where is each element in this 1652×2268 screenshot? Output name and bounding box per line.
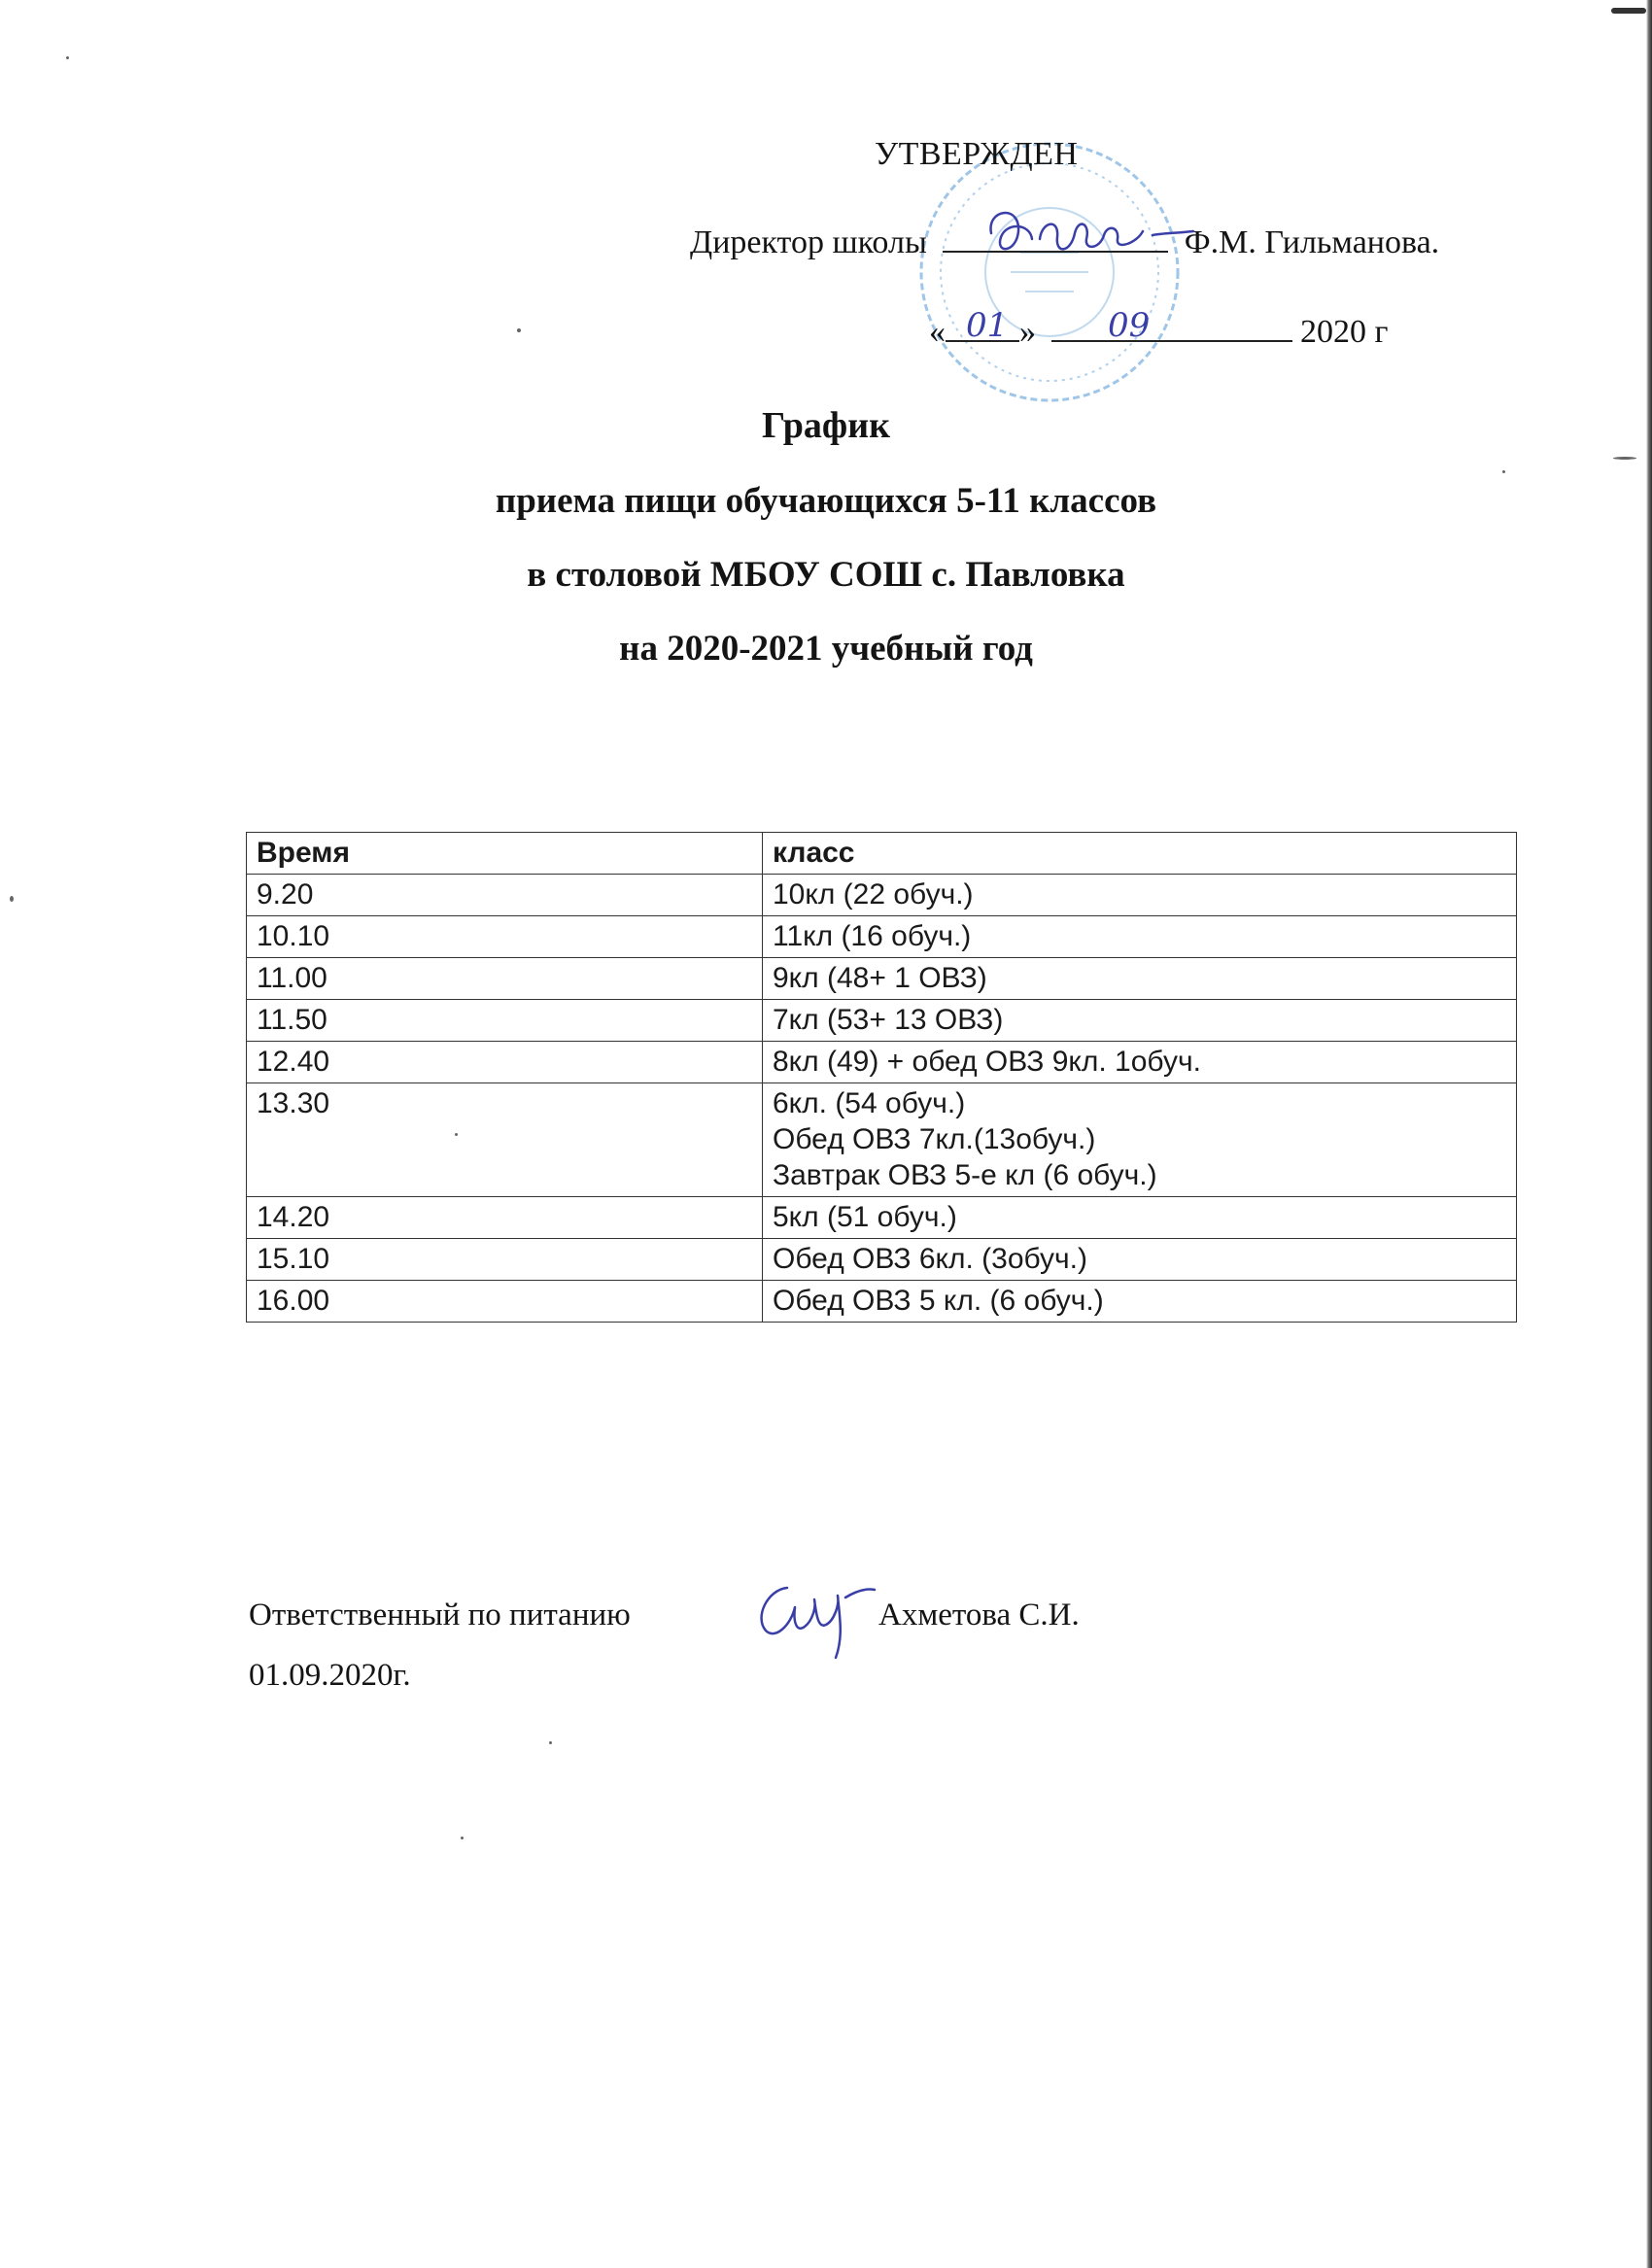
date-open-quote: «	[929, 314, 946, 350]
row-time: 12.40	[247, 1042, 763, 1083]
row-class-line: Обед ОВЗ 6кл. (3обуч.)	[773, 1243, 1088, 1275]
document-title: График	[762, 405, 890, 446]
row-class-line: 11кл (16 обуч.)	[773, 920, 972, 952]
handwritten-day	[962, 303, 1026, 348]
table-header-row	[247, 833, 1517, 875]
approved-title: УТВЕРЖДЕН	[875, 136, 1079, 172]
row-time: 14.20	[247, 1197, 763, 1239]
meal-schedule-table	[246, 832, 1517, 1323]
responsible-name: Ахметова С.И.	[878, 1598, 1080, 1632]
handwritten-month-text: 09	[1108, 306, 1151, 345]
row-class	[763, 916, 1517, 958]
row-class-line: 5кл (51 обуч.)	[773, 1201, 957, 1233]
row-class-line: 10кл (22 обуч.)	[773, 878, 974, 911]
director-name: Ф.М. Гильманова.	[1184, 224, 1440, 260]
table-row	[247, 958, 1517, 1000]
header-time: Время	[247, 833, 763, 875]
row-time: 13.30	[247, 1083, 763, 1197]
date-year: 2020 г	[1300, 314, 1389, 350]
row-class-line: 9кл (48+ 1 ОВЗ)	[773, 962, 987, 994]
row-time: 16.00	[247, 1281, 763, 1323]
row-class	[763, 875, 1517, 916]
table-row	[247, 1239, 1517, 1281]
row-class-line: Завтрак ОВЗ 5-е кл (6 обуч.)	[773, 1159, 1157, 1191]
row-time: 10.10	[247, 916, 763, 958]
row-time: 9.20	[247, 875, 763, 916]
table-row	[247, 1083, 1517, 1197]
row-class-line: 6кл. (54 обуч.)	[773, 1087, 966, 1119]
scan-speck	[1613, 457, 1636, 460]
row-class	[763, 1042, 1517, 1083]
table-row	[247, 875, 1517, 916]
responsible-signature	[748, 1568, 884, 1666]
row-class-line: 7кл (53+ 13 ОВЗ)	[773, 1004, 1004, 1036]
row-class	[763, 1197, 1517, 1239]
approval-block	[0, 0, 1652, 369]
document-subtitle-line-2: в столовой МБОУ СОШ с. Павловка	[527, 555, 1125, 595]
row-class-line: 8кл (49) + обед ОВЗ 9кл. 1обуч.	[773, 1046, 1201, 1078]
handwritten-day-text: 01	[966, 306, 1009, 345]
director-label: Директор школы	[690, 224, 927, 260]
responsible-label: Ответственный по питанию	[249, 1598, 631, 1632]
row-time: 11.50	[247, 1000, 763, 1042]
handwritten-month	[1098, 303, 1191, 348]
footer-date: 01.09.2020г.	[249, 1658, 411, 1693]
table-row	[247, 1000, 1517, 1042]
row-class	[763, 1281, 1517, 1323]
scan-speck	[10, 896, 14, 902]
header-class: класс	[763, 833, 1517, 875]
scan-speck	[549, 1741, 552, 1744]
row-class	[763, 958, 1517, 1000]
scan-speck	[461, 1837, 464, 1839]
row-class	[763, 1239, 1517, 1281]
director-signature	[981, 194, 1205, 272]
date-close-quote: »	[1019, 314, 1036, 350]
row-class-line: Обед ОВЗ 7кл.(13обуч.)	[773, 1123, 1096, 1155]
row-class	[763, 1083, 1517, 1197]
row-class-line: Обед ОВЗ 5 кл. (6 обуч.)	[773, 1285, 1104, 1317]
scan-speck	[1502, 470, 1505, 473]
document-subtitle-line-3: на 2020-2021 учебный год	[619, 629, 1033, 669]
row-time: 11.00	[247, 958, 763, 1000]
table-row	[247, 916, 1517, 958]
document-subtitle-line-1: приема пищи обучающихся 5-11 классов	[495, 481, 1157, 521]
table-row	[247, 1042, 1517, 1083]
table-row	[247, 1281, 1517, 1323]
row-time: 15.10	[247, 1239, 763, 1281]
row-class	[763, 1000, 1517, 1042]
table-row	[247, 1197, 1517, 1239]
